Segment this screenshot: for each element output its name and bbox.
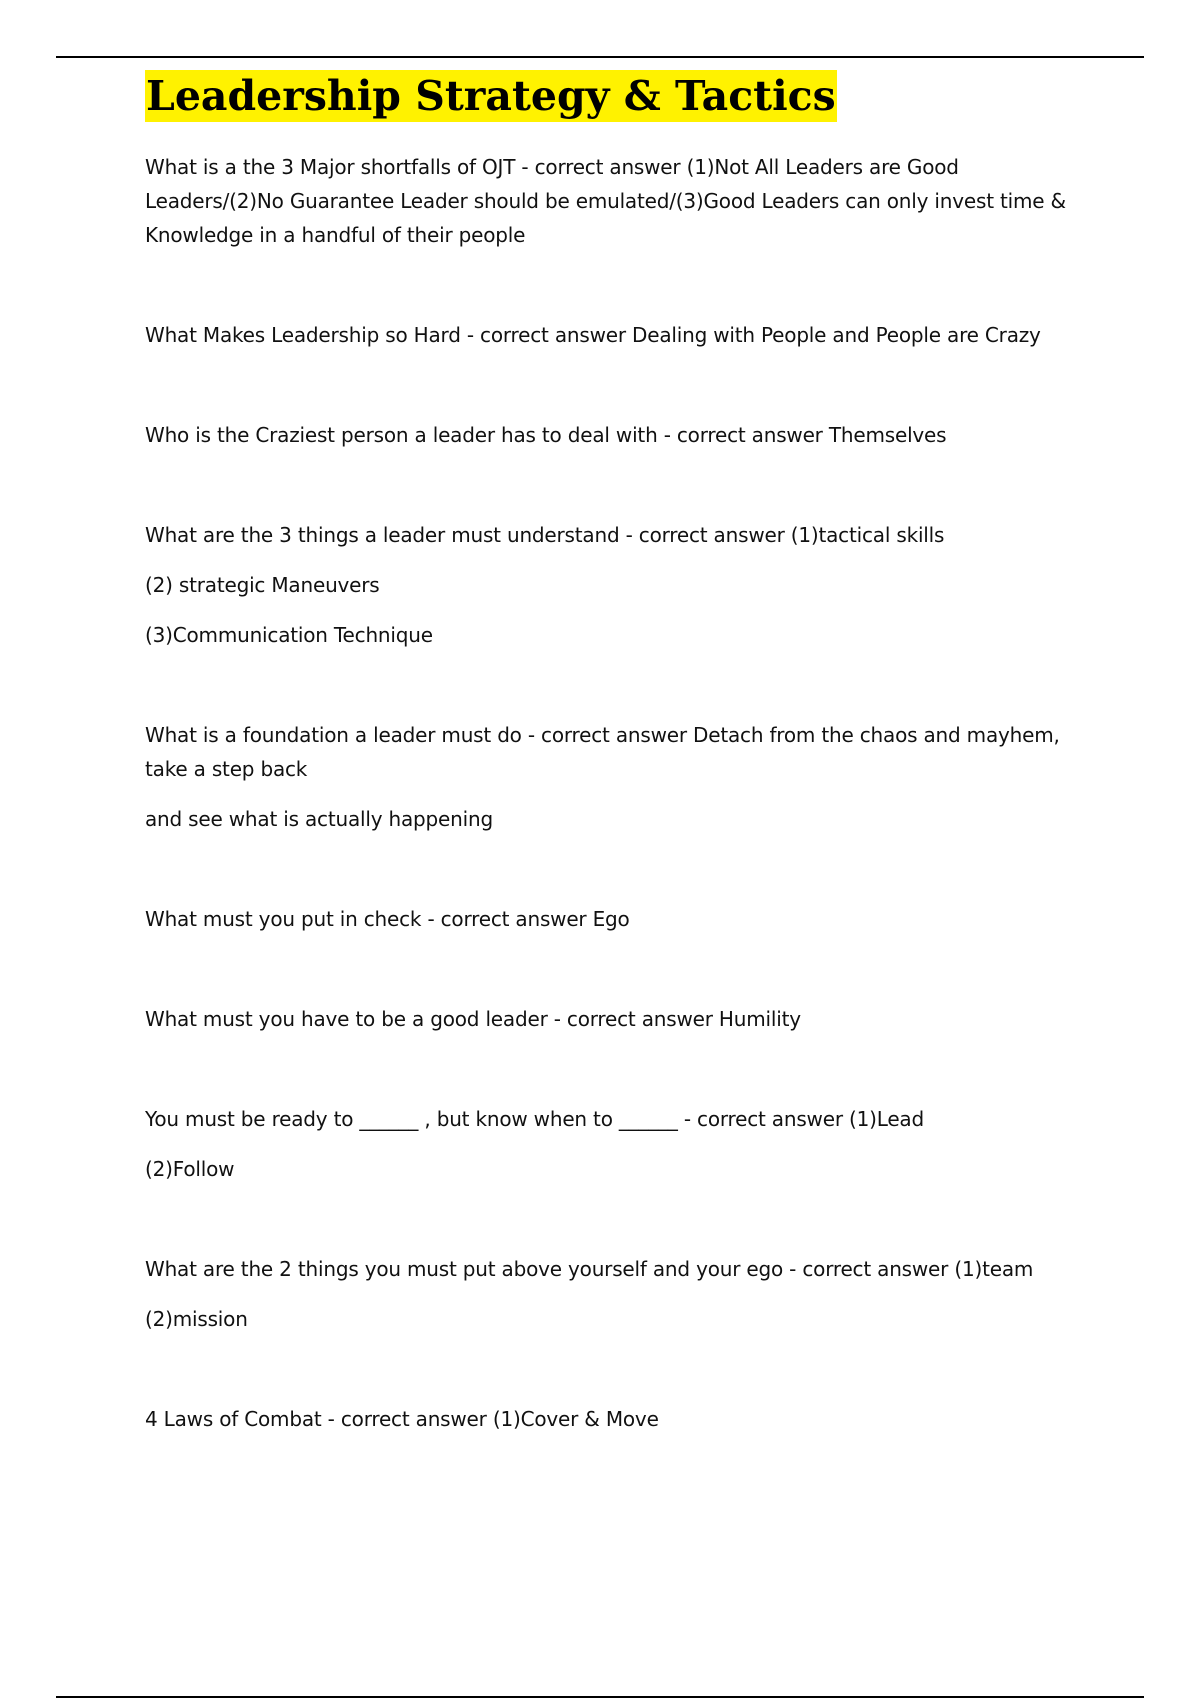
qa-item-5 xyxy=(145,718,1075,836)
document-title: Leadership Strategy & Tactics xyxy=(146,72,836,120)
qa-text: You must be ready to ______ , but know when to ______ - correct answer (1)Lead xyxy=(145,1107,924,1131)
qa-text: What is a foundation a leader must do - correct answer Detach from the chaos and mayhem, take a step back xyxy=(145,723,1060,781)
qa-item-9 xyxy=(145,1252,1075,1336)
page-bottom-rule xyxy=(56,1696,1144,1698)
qa-item-6 xyxy=(145,902,1075,936)
qa-text: 4 Laws of Combat - correct answer (1)Cover & Move xyxy=(145,1407,659,1431)
qa-text-continued: (3)Communication Technique xyxy=(145,623,433,647)
qa-item-4 xyxy=(145,518,1075,652)
qa-text: What is a the 3 Major shortfalls of OJT - correct answer (1)Not All Leaders are Good Leaders/(2)No Guarantee Leader should be emulated/(3)Good Leaders can only invest time & Knowledge in a handful of their people xyxy=(145,155,1066,247)
qa-text: What must you put in check - correct answer Ego xyxy=(145,907,630,931)
qa-item-8 xyxy=(145,1102,1075,1186)
page-top-rule xyxy=(56,56,1144,58)
qa-text: What are the 2 things you must put above yourself and your ego - correct answer (1)team xyxy=(145,1257,1034,1281)
qa-text-continued: and see what is actually happening xyxy=(145,807,493,831)
qa-text: What Makes Leadership so Hard - correct answer Dealing with People and People are Crazy xyxy=(145,323,1041,347)
qa-text: What must you have to be a good leader - correct answer Humility xyxy=(145,1007,801,1031)
document-body xyxy=(145,70,1075,1436)
qa-item-2 xyxy=(145,318,1075,352)
qa-item-1 xyxy=(145,150,1075,252)
qa-text-continued: (2)Follow xyxy=(145,1157,235,1181)
qa-item-10 xyxy=(145,1402,1075,1436)
qa-item-7 xyxy=(145,1002,1075,1036)
qa-text: Who is the Craziest person a leader has to deal with - correct answer Themselves xyxy=(145,423,947,447)
qa-text: What are the 3 things a leader must understand - correct answer (1)tactical skills xyxy=(145,523,945,547)
qa-item-3 xyxy=(145,418,1075,452)
qa-text-continued: (2) strategic Maneuvers xyxy=(145,573,380,597)
qa-text-continued: (2)mission xyxy=(145,1307,248,1331)
